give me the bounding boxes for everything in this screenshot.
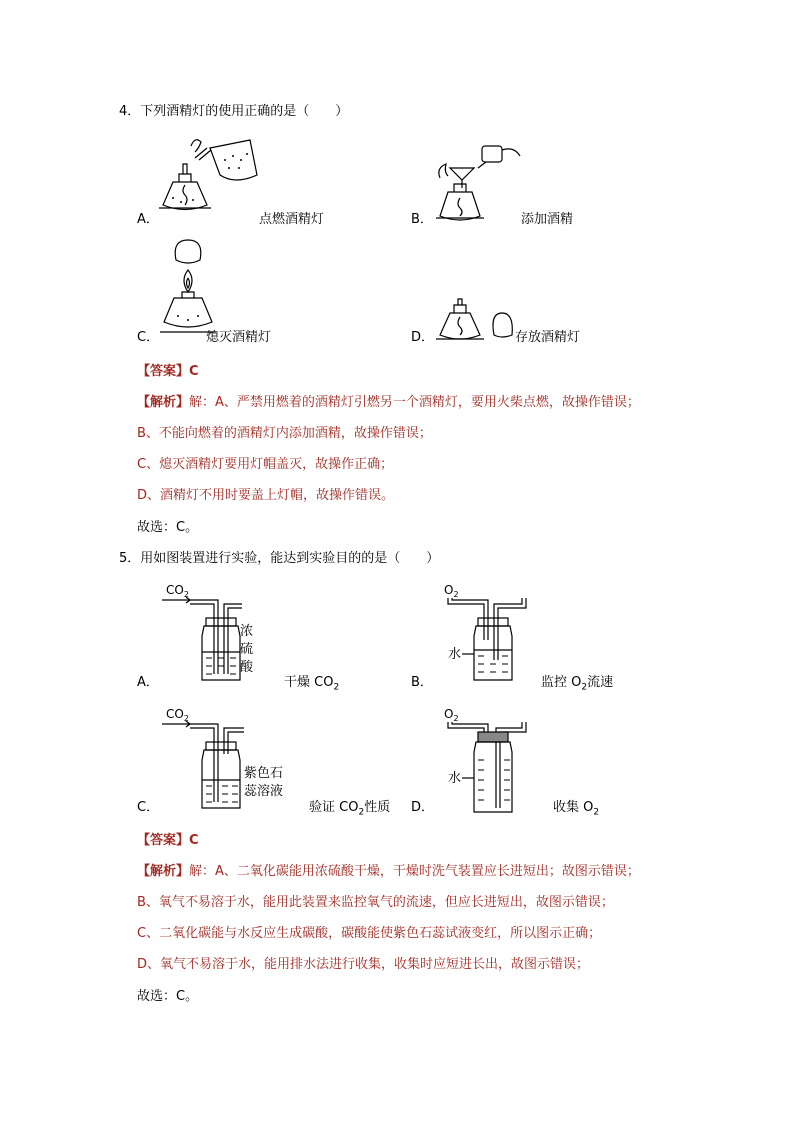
q5-option-b-caption: 监控 $O_2$流速 <box>541 675 614 693</box>
q4-option-d-caption: 存放酒精灯 <box>515 330 581 345</box>
q4-option-a-letter: A． <box>137 212 159 227</box>
q5-a-side-label-1: 浓 <box>240 624 254 639</box>
q5-option-c-figure <box>160 704 300 819</box>
q5-option-a-letter: A． <box>137 675 159 690</box>
q4-option-b-letter: B． <box>411 212 433 227</box>
q5-option-b-figure <box>440 580 540 690</box>
q5-option-d-figure <box>440 704 540 819</box>
q4-option-c-letter: C． <box>137 330 160 345</box>
q4-analysis-line-2: B、不能向燃着的酒精灯内添加酒精，故操作错误； <box>137 426 432 441</box>
q5-b-gas-label: $O_2$ <box>444 583 459 599</box>
q5-a-gas-label: $CO_2$ <box>166 583 189 599</box>
q4-analysis-line-3: C、熄灭酒精灯要用灯帽盖灭，故操作正确； <box>137 457 394 472</box>
q5-option-c-letter: C． <box>137 800 160 815</box>
q5-answer: 【答案】C <box>137 833 199 848</box>
q5-b-side-label: 水 <box>448 647 462 662</box>
q4-option-d-letter: D． <box>411 330 435 345</box>
q5-c-side-label-2: 蕊溶液 <box>244 784 284 799</box>
q4-analysis-line-4: D、酒精灯不用时要盖上灯帽，故操作错误。 <box>137 488 395 503</box>
q4-analysis-line-1: 【解析】解：A、严禁用燃着的酒精灯引燃另一个酒精灯，要用火柴点燃，故操作错误； <box>137 395 640 410</box>
q5-a-side-label-3: 酸 <box>240 660 254 675</box>
q4-answer: 【答案】C <box>137 364 199 379</box>
q5-analysis-line-1: 【解析】解：A、二氧化碳能用浓硫酸干燥，干燥时洗气装置应长进短出；故图示错误； <box>137 864 640 879</box>
q5-a-side-label-2: 硫 <box>240 642 254 657</box>
q5-d-gas-label: $O_2$ <box>444 707 459 723</box>
q5-choice: 故选：C。 <box>137 989 199 1004</box>
q5-d-side-label: 水 <box>448 771 462 786</box>
q5-option-a-figure <box>160 580 270 690</box>
q5-option-b-letter: B． <box>411 675 433 690</box>
q5-c-side-label-1: 紫色石 <box>244 766 284 781</box>
q4-option-a-figure <box>155 130 265 230</box>
q5-analysis-line-4: D、氧气不易溶于水，能用排水法进行收集，收集时应短进长出，故图示错误； <box>137 957 590 972</box>
q5-option-c-caption: 验证 $CO_2$性质 <box>309 800 391 818</box>
q5-option-a-caption: 干燥 $CO_2$ <box>284 675 340 693</box>
q4-option-b-figure <box>434 138 524 228</box>
q4-choice: 故选：C。 <box>137 520 199 535</box>
q5-c-gas-label: $CO_2$ <box>166 707 189 723</box>
q5-stem: 5．用如图装置进行实验，能达到实验目的的是（ ） <box>119 551 440 566</box>
q4-option-b-caption: 添加酒精 <box>521 212 574 227</box>
q5-option-d-caption: 收集 $O_2$ <box>553 800 600 818</box>
q4-option-a-caption: 点燃酒精灯 <box>259 212 325 227</box>
q4-option-d-figure <box>436 293 516 347</box>
q4-option-c-caption: 熄灭酒精灯 <box>206 330 272 345</box>
q5-analysis-line-3: C、二氧化碳能与水反应生成碳酸，碳酸能使紫色石蕊试液变红，所以图示正确； <box>137 926 602 941</box>
q5-option-d-letter: D． <box>411 800 435 815</box>
q4-stem: 4．下列酒精灯的使用正确的是（ ） <box>119 104 349 119</box>
q5-analysis-line-2: B、氧气不易溶于水，能用此装置来监控氧气的流速，但应长进短出，故图示错误； <box>137 895 614 910</box>
